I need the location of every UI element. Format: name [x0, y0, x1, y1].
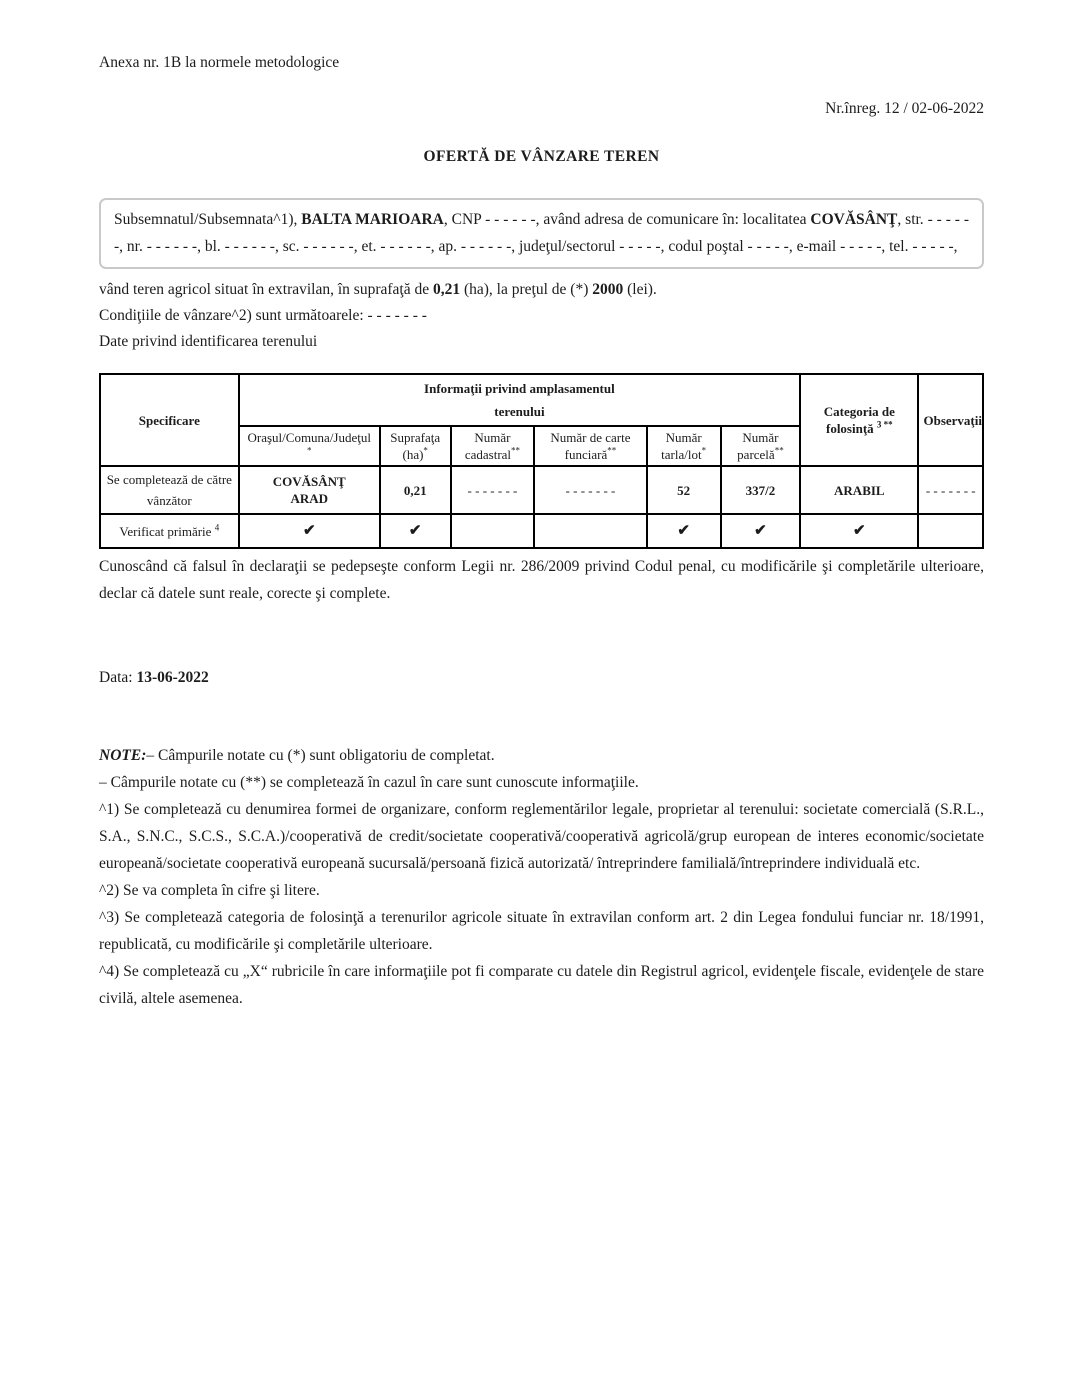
note-doublestar-line: – Câmpurile notate cu (**) se completează în cazul în care sunt cunoscute informaţiile.	[99, 774, 639, 791]
subject-part3: , str. - - - - - -, nr. - - - - - -, bl. - - - - - -, sc. - - - - - -, et. - - - - - -, ap. - - - - - -, judeţul/sectorul - - - - -, codul poştal - - - - -, e-mail - - - - -, tel. - - - - -,	[114, 211, 970, 255]
cell-observatii: - - - - - - -	[918, 466, 983, 514]
subheader-tarla-line1: Număr	[665, 430, 702, 445]
cell-categoria: ARABIL	[800, 466, 918, 514]
declaration-paragraph: Cunoscând că falsul în declaraţii se pedepseşte conform Legii nr. 286/2009 privind Codul penal, cu modificările şi completările ulterioare, declar că datele sunt reale, corecte şi complete.	[99, 558, 984, 602]
table-header-row	[100, 374, 983, 426]
note-4: ^4) Se completează cu „X“ rubricile în care informaţiile pot fi comparate cu datele din Registrul agricol, evidenţele fiscale, evidenţele de stare civilă, altele asemenea.	[99, 963, 984, 1007]
check-observatii	[918, 514, 983, 548]
subheader-carte-funciara	[534, 426, 646, 466]
verified-row-label	[100, 514, 239, 548]
sell-line-mid: (ha), la preţul de (*)	[460, 281, 593, 298]
subheader-cadastral-line2: cadastral	[464, 447, 512, 462]
subheader-tarla	[647, 426, 721, 466]
note-star-line: – Câmpurile notate cu (*) sunt obligatoriu de completat.	[146, 747, 495, 764]
cell-tarla: 52	[647, 466, 721, 514]
identification-line: Date privind identificarea terenului	[99, 333, 318, 350]
cell-orasul	[239, 466, 380, 514]
subheader-orasul-line1: Oraşul/Comuna/Judeţul	[247, 430, 371, 445]
date-value: 13-06-2022	[136, 669, 209, 686]
sell-line	[99, 277, 984, 303]
verified-label-text: Verificat primărie	[119, 523, 212, 539]
check-cadastral	[451, 514, 535, 548]
conditions-line: Condiţiile de vânzare^2) sunt următoarele: - - - - - - -	[99, 307, 427, 324]
seller-name: BALTA MARIOARA	[301, 211, 444, 228]
sell-line-pre: vând teren agricol situat în extravilan, în suprafaţă de	[99, 281, 433, 298]
subheader-suprafata	[380, 426, 451, 466]
page-title: OFERTĂ DE VÂNZARE TEREN	[423, 148, 660, 165]
cell-carte-funciara: - - - - - - -	[534, 466, 646, 514]
group-header-line2: terenului	[494, 404, 545, 419]
land-price-value: 2000	[592, 281, 624, 298]
check-parcela: ✔	[721, 514, 800, 548]
subheader-parcela-line1: Număr	[742, 430, 779, 445]
intro-section	[99, 277, 984, 355]
cell-suprafata: 0,21	[380, 466, 451, 514]
subheader-orasul-sup: *	[307, 445, 312, 456]
subheader-suprafata-line2: (ha)	[402, 447, 424, 462]
note-intro-line	[99, 742, 984, 769]
seller-identity-box	[99, 198, 984, 269]
annex-note: Anexa nr. 1B la normele metodologice	[99, 54, 340, 71]
registration-number: Nr.înreg. 12 / 02-06-2022	[825, 100, 984, 117]
header-amplasament-group	[239, 374, 801, 426]
check-carte-funciara	[534, 514, 646, 548]
note-3: ^3) Se completează categoria de folosinţă a terenurilor agricole situate în extravilan conform art. 2 din Legea fondului funciar nr. 18/1991, republicată, cu modificările şi completările ulterioare.	[99, 909, 984, 953]
subheader-tarla-line2: tarla/lot	[661, 447, 702, 462]
header-categoria	[800, 374, 918, 466]
subheader-carte-line2: funciară	[564, 447, 608, 462]
subheader-suprafata-sup: *	[423, 445, 428, 456]
seller-row-label: Se completează de către vânzător	[100, 466, 239, 514]
check-orasul: ✔	[239, 514, 380, 548]
subject-part2: , CNP - - - - - -, având adresa de comunicare în: localitatea	[443, 211, 811, 228]
categoria-label: Categoria de folosinţă	[823, 404, 895, 436]
sell-line-post: (lei).	[623, 281, 657, 298]
subheader-orasul	[239, 426, 380, 466]
check-categoria: ✔	[800, 514, 918, 548]
seller-locality: COVĂSÂNŢ	[810, 211, 898, 228]
note-1: ^1) Se completează cu denumirea formei de organizare, conform reglementărilor legale, proprietar al terenului: societate comercială (S.R.L., S.A., S.N.C., S.C.S., S.C.A.)/cooperativă de credit/societate cooperativă/cooperativă agricolă/grup european de interes economic/societate europeană/societate cooperativă europeană sucursală/persoană fizică autorizată/ întreprindere familială/întreprindere individuală etc.	[99, 801, 984, 872]
verified-row	[100, 514, 983, 548]
group-header-line1: Informaţii privind amplasamentul	[424, 381, 615, 396]
date-label: Data:	[99, 669, 137, 686]
subheader-parcela-line2: parcelă	[737, 447, 775, 462]
note-2: ^2) Se va completa în cifre şi litere.	[99, 882, 320, 899]
subheader-cadastral-sup: **	[511, 445, 521, 456]
check-suprafata: ✔	[380, 514, 451, 548]
subheader-cadastral-line1: Număr	[474, 430, 511, 445]
check-tarla: ✔	[647, 514, 721, 548]
subheader-parcela	[721, 426, 800, 466]
header-specificare: Specificare	[100, 374, 239, 466]
land-area-value: 0,21	[432, 281, 461, 298]
subheader-cadastral	[451, 426, 535, 466]
note-label: NOTE:	[99, 747, 147, 764]
seller-identity-text	[114, 207, 969, 260]
subheader-carte-line1: Număr de carte	[550, 430, 631, 445]
cell-orasul-line1: COVĂSÂNŢ	[272, 474, 346, 489]
land-identification-table	[99, 373, 984, 549]
cell-cadastral: - - - - - - -	[451, 466, 535, 514]
cell-orasul-line2: ARAD	[290, 491, 329, 506]
subheader-suprafata-line1: Suprafaţa	[390, 430, 441, 445]
seller-data-row	[100, 466, 983, 514]
categoria-superscript: 3 **	[876, 419, 893, 430]
cell-parcela: 337/2	[721, 466, 800, 514]
subheader-tarla-sup: *	[701, 445, 707, 456]
header-observatii: Observaţii	[918, 374, 983, 466]
subheader-carte-sup: **	[607, 445, 617, 456]
date-line	[99, 669, 984, 687]
verified-label-sup: 4	[214, 522, 220, 533]
subheader-parcela-sup: **	[774, 445, 784, 456]
notes-section	[99, 742, 984, 1012]
subject-part1: Subsemnatul/Subsemnata^1),	[114, 211, 302, 228]
